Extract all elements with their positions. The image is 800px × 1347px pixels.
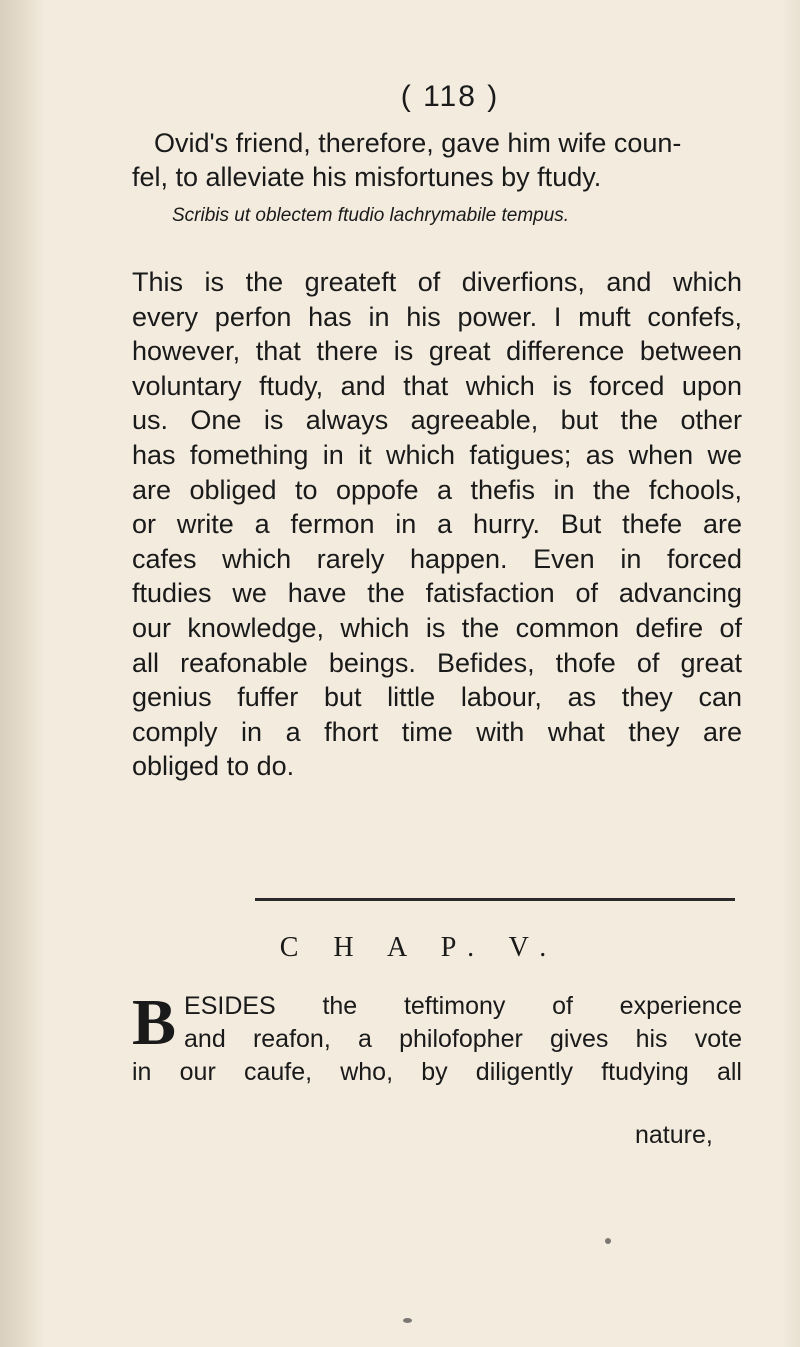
text-line: are obliged to oppofe a thefis in the fchools, [132,474,742,505]
latin-quotation: Scribis ut oblectem ftudio lachrymabile tempus. [172,205,570,226]
text-line: however, that there is great difference between [132,336,742,367]
catchword: nature, [635,1121,713,1149]
text-line: has fomething in it which fatigues; as when we [132,439,742,470]
text-line: or write a fermon in a hurry. But thefe are [132,509,742,540]
text-line: and reafon, a philofopher gives his vote [184,1025,742,1053]
section-divider [255,898,735,901]
text-line: comply in a fhort time with what they are [132,716,742,747]
text-line: us. One is always agreeable, but the other [132,405,742,436]
text-line: fel, to alleviate his misfortunes by ftudy. [132,162,602,192]
text-line: our knowledge, which is the common defire of [132,612,742,643]
drop-cap: B [132,986,177,1059]
text-line: ftudies we have the fatisfaction of advancing [132,578,742,609]
page-number: ( 118 ) [400,80,500,113]
text-line: Ovid's friend, therefore, gave him wife coun- [154,128,682,158]
page-edge [782,0,800,1347]
text-line: genius fuffer but little labour, as they can [132,682,742,713]
chapter-opening-paragraph [132,986,742,1089]
text-line: obliged to do. [132,751,295,782]
ink-speck [605,1238,611,1244]
text-line: in our caufe, who, by diligently ftudying all [132,1058,742,1086]
text-line: voluntary ftudy, and that which is forced upon [132,370,742,401]
text-line: every perfon has in his power. I muft confefs, [132,301,742,332]
text-line: cafes which rarely happen. Even in forced [132,543,742,574]
chapter-heading: C H A P. V. [279,932,561,963]
text-line: This is the greateft of diverfions, and which [132,267,742,297]
ink-speck [403,1318,412,1323]
page-gutter [0,0,44,1347]
lead-paragraph [132,126,742,194]
text-line: all reafonable beings. Befides, thofe of great [132,647,742,678]
text-line: ESIDES the teftimony of experience [184,992,742,1020]
body-paragraph [132,265,742,784]
